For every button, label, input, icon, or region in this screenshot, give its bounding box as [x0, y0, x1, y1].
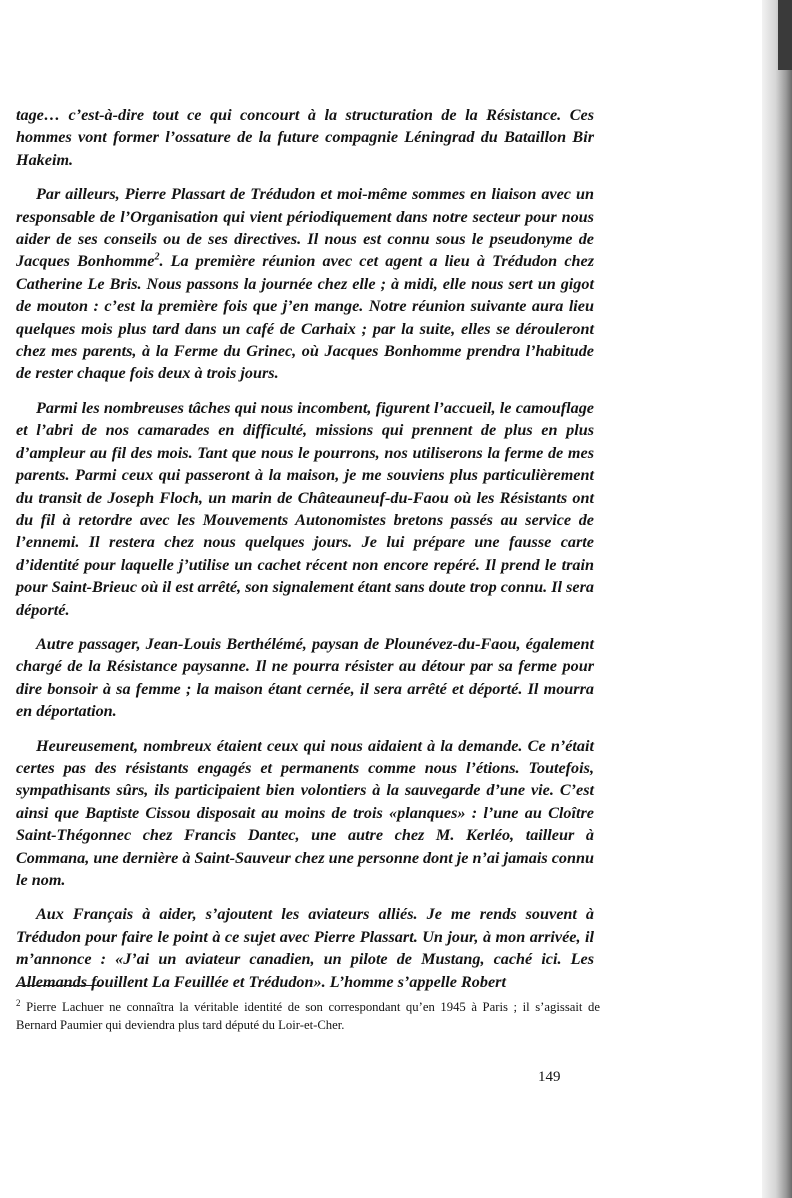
footnote-separator: [16, 985, 102, 986]
paragraph-3: Parmi les nombreuses tâches qui nous incombent, figurent l’accueil, le camouflage et l’abri de nos camarades en difficulté, missions qui prennent de plus en plus d’ampleur au fil des mois. Tant que nous le pourrons, nos utiliserons la ferme de mes parents. Parmi ceux qui passeront à la maison, je me souviens plus particulièrement du transit de Joseph Floch, un marin de Châteauneuf-du-Faou où les Résistants ont du fil à retordre avec les Mouvements Autonomistes bretons passés au service de l’ennemi. Il restera chez nous quelques jours. Je lui prépare une fausse carte d’identité pour laquelle j’utilise un cachet récent non encore repéré. Il prend le train pour Saint-Brieuc où il est arrêté, son signalement étant sans doute trop connu. Il sera déporté.: [16, 398, 594, 619]
footnote-marker: 2: [16, 997, 21, 1008]
page-edge-shadow: [762, 0, 792, 1198]
footnote: [16, 998, 600, 1034]
body-text: [16, 104, 594, 1005]
paragraph-5: Heureusement, nombreux étaient ceux qui nous aidaient à la demande. Ce n’était certes pas des résistants engagés et permanents comme nous l’étions. Toutefois, sympathisants sûrs, ils participaient bien volontiers à la sauvegarde d’une vie. C’est ainsi que Baptiste Cissou disposait au moins de trois «planques» : l’une au Cloître Saint-Thégonnec chez Francis Dantec, une autre chez M. Kerléo, tailleur à Commana, une dernière à Saint-Sauveur chez une personne dont je n’ai jamais connu le nom.: [16, 736, 594, 889]
paragraph-2-start: Par ailleurs, Pierre Plassart de Trédudon et moi-même sommes en liaison avec un responsable de l’Organisation qui vient périodiquement dans notre secteur pour nous aider de ses conseils ou de ses directives. Il nous est connu sous le pseudonyme de Jacques Bonhomme: [16, 185, 594, 271]
footnote-reference: 2: [154, 252, 160, 264]
paragraph-4: Autre passager, Jean-Louis Berthélémé, paysan de Plounévez-du-Faou, également chargé de la Résistance paysanne. Il ne pourra résister au détour par sa ferme pour dire bonsoir à sa femme ; la maison étant cernée, il sera arrêté et déporté. Il mourra en déportation.: [16, 634, 594, 721]
paragraph-1: tage… c’est-à-dire tout ce qui concourt à la structuration de la Résistance. Ces hommes vont former l’ossature de la future compagnie Léningrad du Bataillon Bir Hakeim.: [16, 106, 594, 169]
binding-dark-corner: [778, 0, 792, 70]
paragraph-6: Aux Français à aider, s’ajoutent les aviateurs alliés. Je me rends souvent à Trédudon pour faire le point à ce sujet avec Pierre Plassart. Un jour, à mon arrivée, il m’annonce : «J’ai un aviateur canadien, un pilote de Mustang, caché ici. Les Allemands fouillent La Feuillée et Trédudon». L’homme s’appelle Robert: [16, 905, 594, 991]
paragraph-2-rest: . La première réunion avec cet agent a lieu à Trédudon chez Catherine Le Bris. Nous passons la journée chez elle ; à midi, elle nous sert un gigot de mouton : c’est la première fois que j’en mange. Notre réunion suivante aura lieu quelques mois plus tard dans un café de Carhaix ; par la suite, elles se dérouleront chez mes parents, à la Ferme du Grinec, où Jacques Bonhomme prendra l’habitude de rester chaque fois deux à trois jours.: [16, 252, 595, 383]
page-number: 149: [538, 1069, 561, 1085]
footnote-text: Pierre Lachuer ne connaîtra la véritable identité de son correspondant qu’en 1945 à Paris ; il s’agissait de Bernard Paumier qui deviendra plus tard député du Loir-et-Cher.: [16, 1000, 600, 1032]
paragraph-2: [16, 183, 594, 385]
